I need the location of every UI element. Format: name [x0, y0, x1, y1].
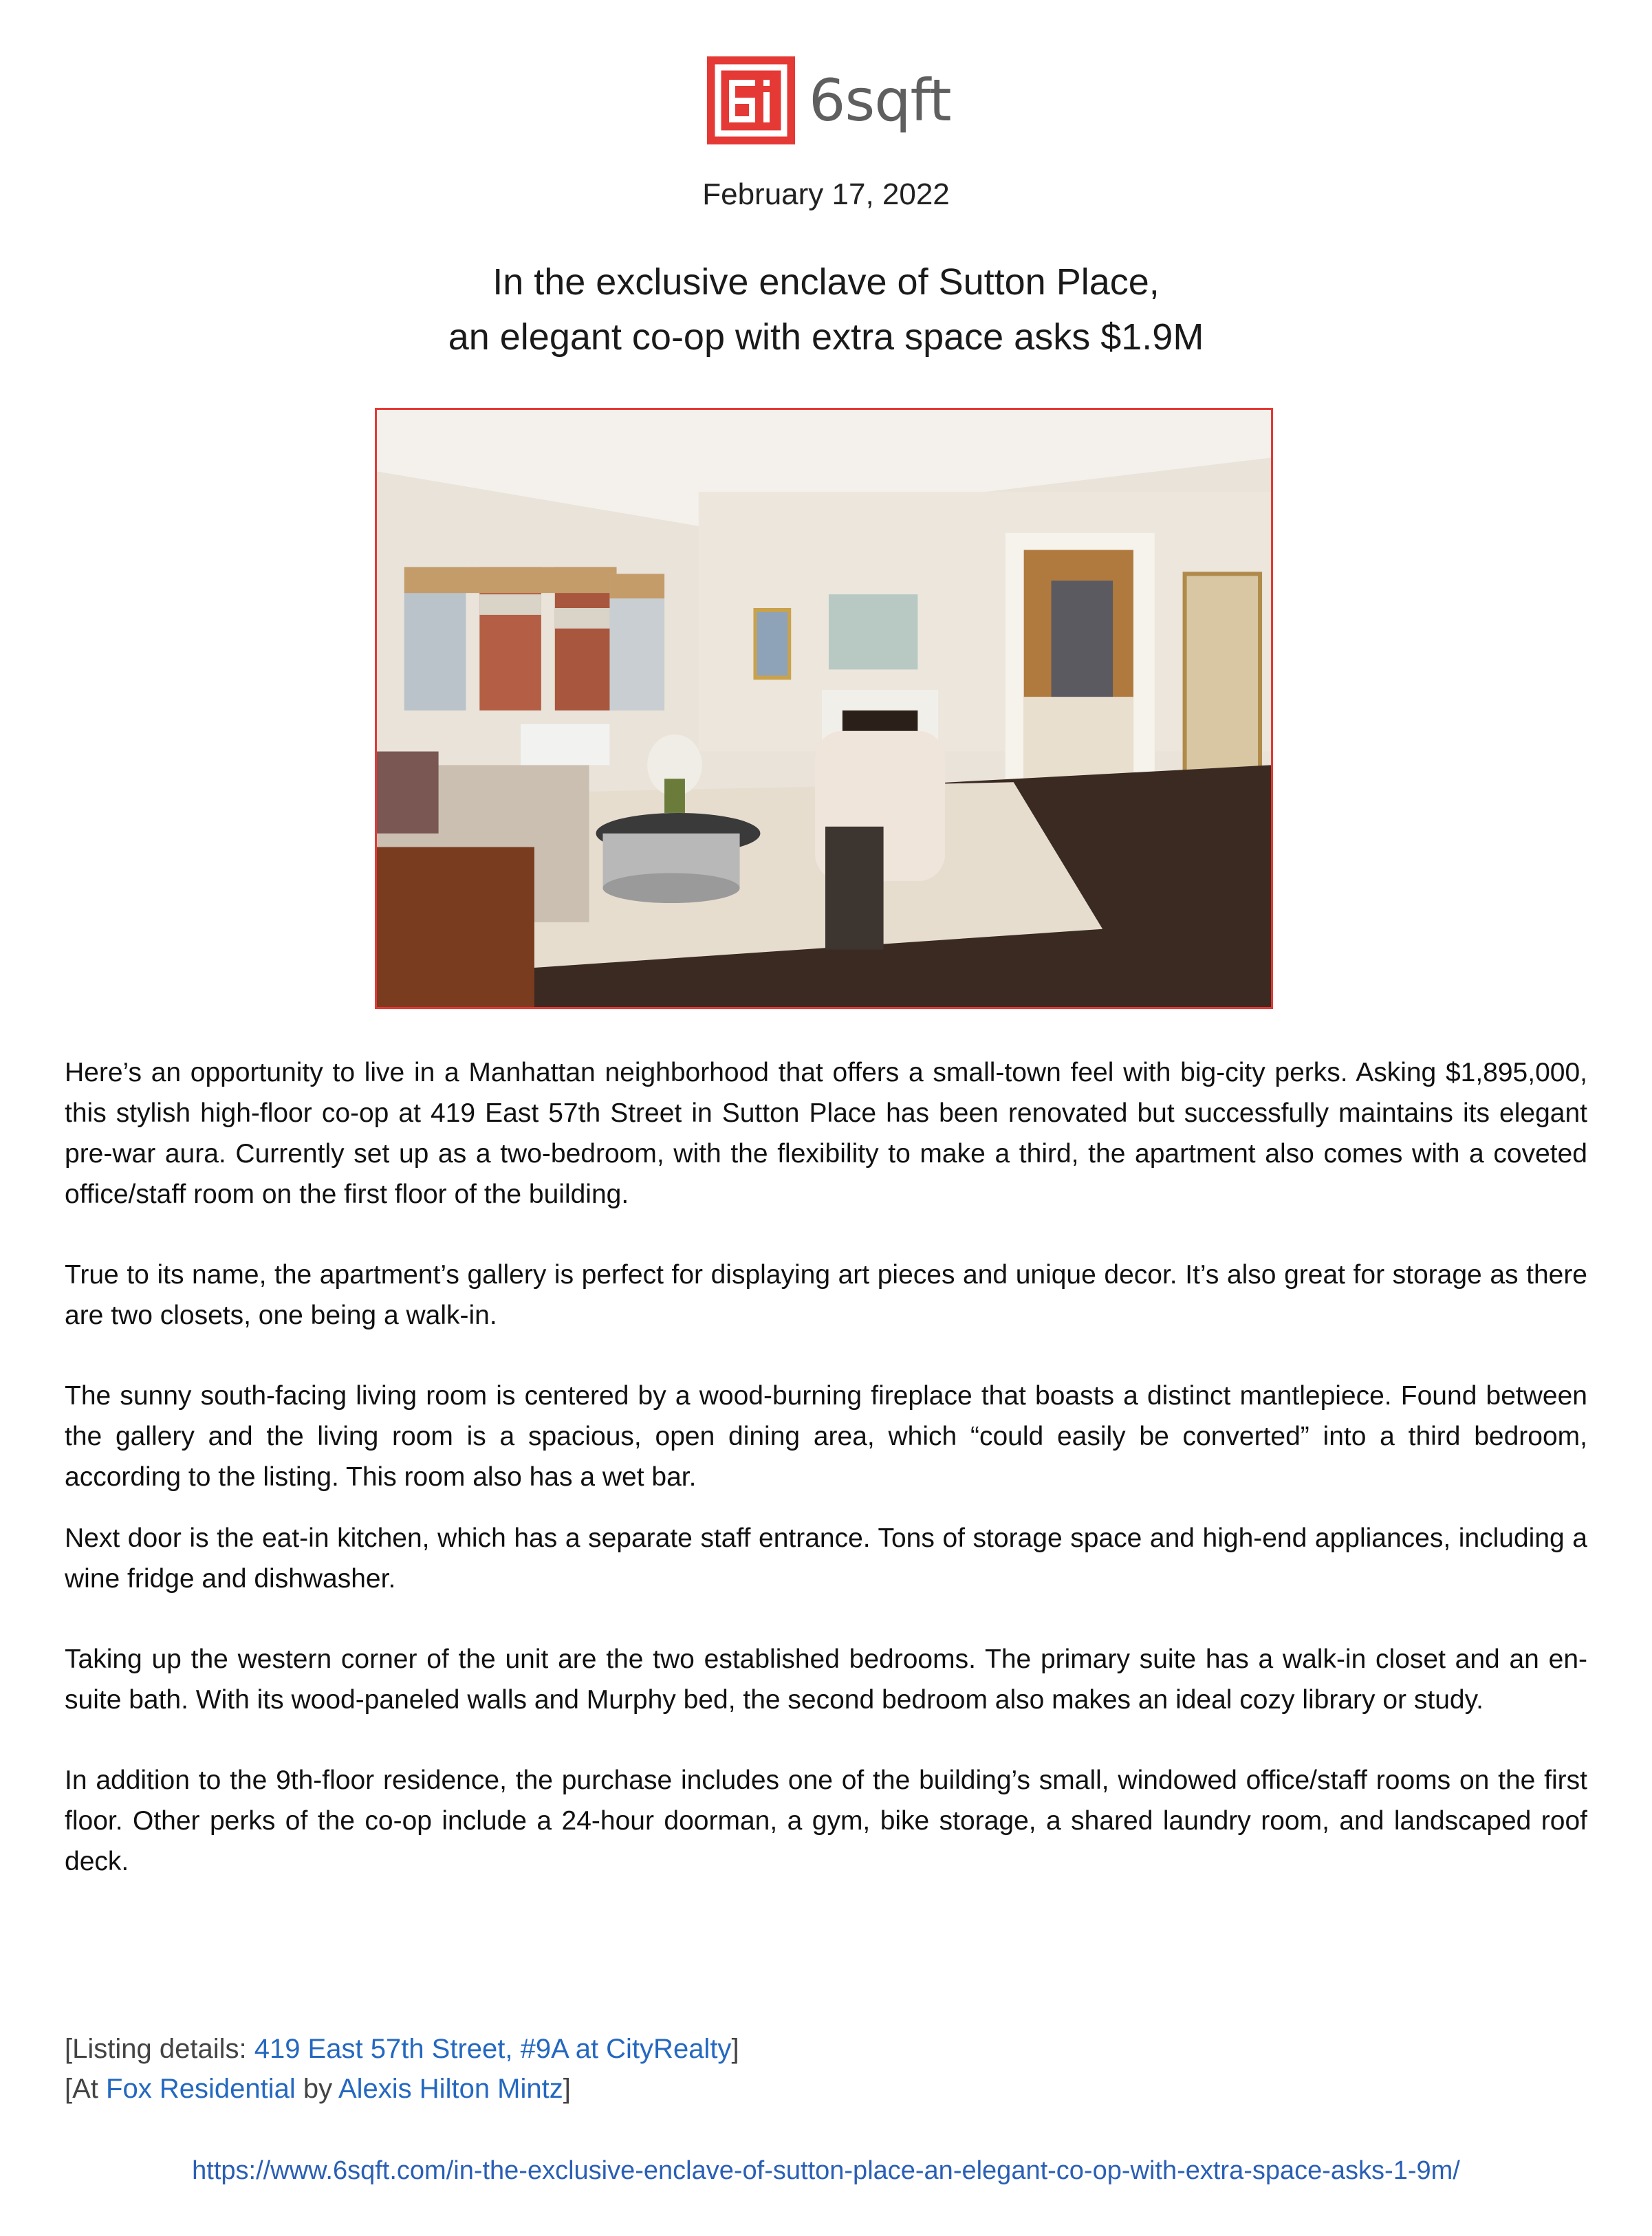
article-body: [65, 1052, 1587, 1922]
paragraph-5: Taking up the western corner of the unit are the two established bedrooms. The primary suite has a walk-in closet and an en-suite bath. With its wood-paneled walls and Murphy bed, the second bedroom also makes an ideal cozy library or study.: [65, 1645, 1587, 1715]
paragraph-2: True to its name, the apartment’s gallery is perfect for displaying art pieces and unique decor. It’s also great for storage as there are two closets, one being a walk-in.: [65, 1260, 1587, 1330]
paragraph-3: The sunny south-facing living room is centered by a wood-burning fireplace that boasts a distinct mantlepiece. Found between the gallery and the living room is a spacious, open dining area, which “could easily be converted” into a third bedroom, according to the listing. This room also has a wet bar.: [65, 1381, 1587, 1492]
article-title-line-2: an elegant co-op with extra space asks $1.9M: [448, 316, 1204, 358]
article-date: February 17, 2022: [702, 177, 950, 211]
listing-details-line: [65, 2029, 739, 2069]
listing-link[interactable]: 419 East 57th Street, #9A at CityRealty: [254, 2034, 732, 2064]
logo-mark-icon: [707, 56, 795, 144]
article-title: [0, 254, 1652, 365]
site-logo[interactable]: [707, 55, 951, 146]
hero-photo-living-room: [375, 408, 1273, 1009]
paragraph-1: Here’s an opportunity to live in a Manhattan neighborhood that offers a small-town feel with big-city perks. Asking $1,895,000, this stylish high-floor co-op at 419 East 57th Street in Sutton Place has been renovated but successfully maintains its elegant pre-war aura. Currently set up as a two-bedroom, with the flexibility to make a third, the apartment also comes with a coveted office/staff room on the first floor of the building.: [65, 1058, 1587, 1209]
agent-prefix: [At: [65, 2074, 107, 2104]
agent-link[interactable]: Alexis Hilton Mintz: [338, 2074, 563, 2104]
agent-suffix: ]: [563, 2074, 571, 2104]
listing-prefix: [Listing details:: [65, 2034, 254, 2064]
listing-suffix: ]: [731, 2034, 739, 2064]
paragraph-4: Next door is the eat-in kitchen, which has a separate staff entrance. Tons of storage space and high-end appliances, including a wine fridge and dishwasher.: [65, 1523, 1587, 1594]
credits: [65, 2029, 739, 2109]
paragraph-6: In addition to the 9th-floor residence, the purchase includes one of the building’s small, windowed office/staff rooms on the first floor. Other perks of the co-op include a 24-hour doorman, a gym, bike storage, a shared laundry room, and landscaped roof deck.: [65, 1766, 1587, 1876]
article-title-line-1: In the exclusive enclave of Sutton Place,: [492, 261, 1160, 303]
agent-by: by: [295, 2074, 338, 2104]
agent-line: [65, 2069, 739, 2109]
agency-link[interactable]: Fox Residential: [106, 2074, 296, 2104]
footer-url-link[interactable]: https://www.6sqft.com/in-the-exclusive-enclave-of-sutton-place-an-elegant-co-op-with-extra-space-asks-1-9m/: [192, 2156, 1460, 2185]
logo-wordmark: 6sqft: [809, 67, 951, 134]
